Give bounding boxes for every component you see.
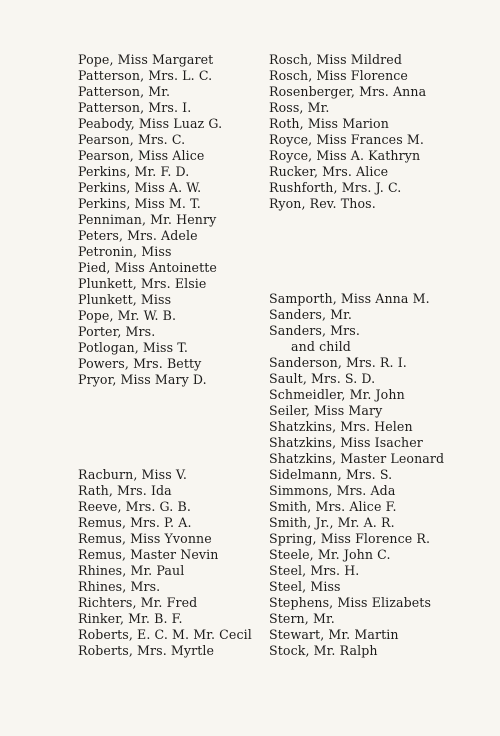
passenger-entry: Rosch, Miss Mildred (269, 52, 402, 67)
passenger-entry: Schmeidler, Mr. John (269, 387, 405, 402)
passenger-entry: Rhines, Mrs. (78, 579, 161, 594)
passenger-entry: Simmons, Mrs. Ada (269, 483, 396, 498)
passenger-entry: Penniman, Mr. Henry (78, 212, 217, 227)
passenger-entry: Peters, Mrs. Adele (78, 228, 198, 243)
passenger-entry: Steel, Miss (269, 579, 341, 594)
passenger-entry: Porter, Mrs. (78, 324, 156, 339)
passenger-entry: Racburn, Miss V. (78, 467, 187, 482)
passenger-entry: Shatzkins, Mrs. Helen (269, 419, 413, 434)
passenger-entry: Patterson, Mr. (78, 84, 171, 99)
passenger-column-right-upper (269, 52, 426, 212)
passenger-entry: Sanderson, Mrs. R. I. (269, 355, 407, 370)
passenger-entry: Potlogan, Miss T. (78, 340, 189, 355)
passenger-entry: Pied, Miss Antoinette (78, 260, 217, 275)
passenger-entry: Plunkett, Mrs. Elsie (78, 276, 207, 291)
passenger-entry: Steele, Mr. John C. (269, 547, 391, 562)
passenger-entry: Stern, Mr. (269, 611, 335, 626)
passenger-entry: Roth, Miss Marion (269, 116, 389, 131)
passenger-entry: Ross, Mr. (269, 100, 330, 115)
passenger-entry: Rhines, Mr. Paul (78, 563, 185, 578)
passenger-entry: Patterson, Mrs. I. (78, 100, 192, 115)
passenger-entry: Pope, Miss Margaret (78, 52, 214, 67)
passenger-entry: Stock, Mr. Ralph (269, 643, 378, 658)
passenger-entry: Rinker, Mr. B. F. (78, 611, 183, 626)
passenger-entry: Roberts, Mrs. Myrtle (78, 643, 215, 658)
passenger-entry: Roberts, E. C. M. Mr. Cecil (78, 627, 252, 642)
passenger-entry: Powers, Mrs. Betty (78, 356, 202, 371)
passenger-entry: Sanders, Mrs. (269, 323, 360, 338)
passenger-entry: Rath, Mrs. Ida (78, 483, 172, 498)
passenger-entry: Steel, Mrs. H. (269, 563, 360, 578)
passenger-entry: Sanders, Mr. (269, 307, 352, 322)
passenger-entry: Smith, Mrs. Alice F. (269, 499, 397, 514)
passenger-entry: Samporth, Miss Anna M. (269, 291, 430, 306)
passenger-entry: Stewart, Mr. Martin (269, 627, 399, 642)
passenger-column-left-upper (78, 52, 222, 388)
passenger-entry: Pope, Mr. W. B. (78, 308, 177, 323)
passenger-entry: Pearson, Miss Alice (78, 148, 205, 163)
passenger-entry: Remus, Miss Yvonne (78, 531, 212, 546)
passenger-entry: and child (291, 339, 351, 354)
passenger-entry: Rucker, Mrs. Alice (269, 164, 389, 179)
passenger-entry: Reeve, Mrs. G. B. (78, 499, 191, 514)
passenger-entry: Sault, Mrs. S. D. (269, 371, 376, 386)
passenger-entry: Royce, Miss Frances M. (269, 132, 424, 147)
passenger-column-right-lower (269, 291, 444, 659)
passenger-entry: Patterson, Mrs. L. C. (78, 68, 213, 83)
passenger-entry: Rosenberger, Mrs. Anna (269, 84, 427, 99)
passenger-entry: Peabody, Miss Luaz G. (78, 116, 223, 131)
passenger-column-left-lower (78, 467, 252, 659)
passenger-entry: Plunkett, Miss (78, 292, 172, 307)
passenger-entry: Remus, Master Nevin (78, 547, 219, 562)
passenger-entry: Pearson, Mrs. C. (78, 132, 186, 147)
passenger-entry: Perkins, Miss A. W. (78, 180, 202, 195)
passenger-entry: Stephens, Miss Elizabets (269, 595, 432, 610)
passenger-entry: Rosch, Miss Florence (269, 68, 408, 83)
passenger-entry: Petronin, Miss (78, 244, 172, 259)
passenger-entry: Rushforth, Mrs. J. C. (269, 180, 402, 195)
passenger-entry: Remus, Mrs. P. A. (78, 515, 192, 530)
passenger-entry: Richters, Mr. Fred (78, 595, 198, 610)
passenger-entry: Smith, Jr., Mr. A. R. (269, 515, 395, 530)
passenger-entry: Shatzkins, Miss Isacher (269, 435, 423, 450)
passenger-entry: Pryor, Miss Mary D. (78, 372, 207, 387)
passenger-entry: Ryon, Rev. Thos. (269, 196, 376, 211)
passenger-entry: Perkins, Mr. F. D. (78, 164, 190, 179)
passenger-entry: Seiler, Miss Mary (269, 403, 383, 418)
passenger-entry: Spring, Miss Florence R. (269, 531, 431, 546)
passenger-entry: Royce, Miss A. Kathryn (269, 148, 421, 163)
passenger-entry: Sidelmann, Mrs. S. (269, 467, 393, 482)
passenger-entry: Shatzkins, Master Leonard (269, 451, 445, 466)
passenger-entry: Perkins, Miss M. T. (78, 196, 201, 211)
